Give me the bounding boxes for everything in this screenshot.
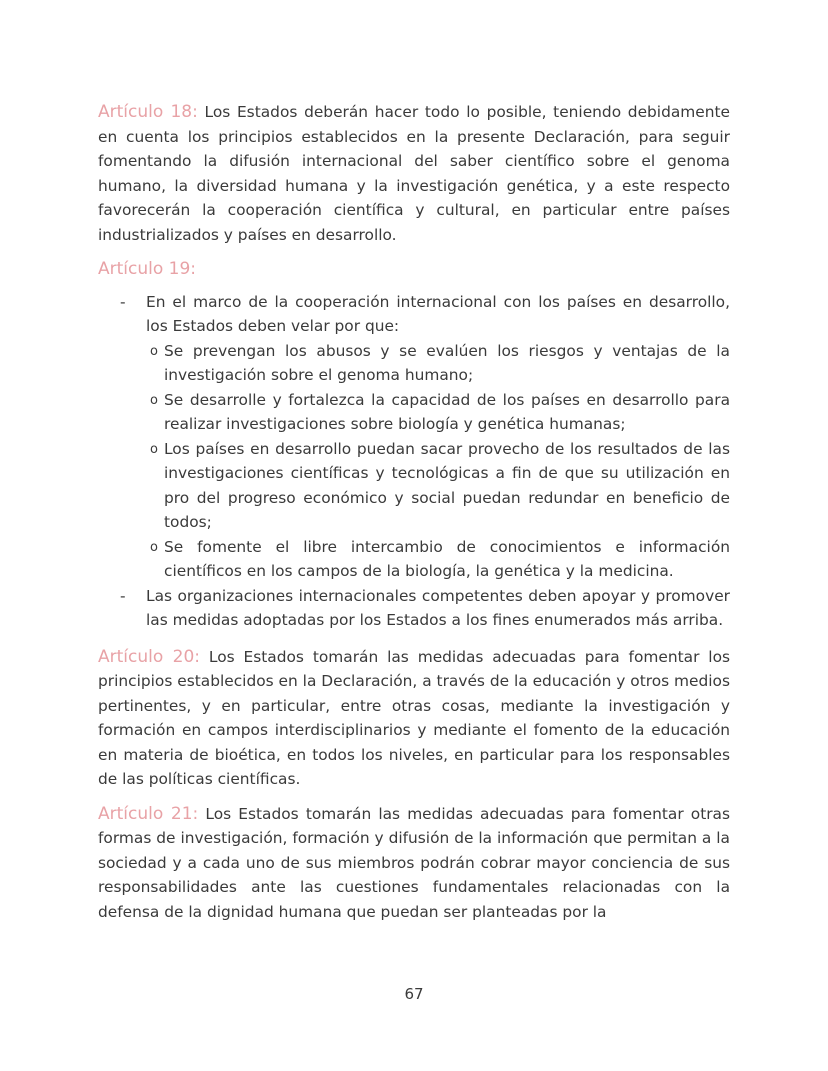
list-item <box>98 584 730 633</box>
article-20 <box>98 645 730 792</box>
article-18-text: Los Estados deberán hacer todo lo posible, teniendo debidamente en cuenta los principios establecidos en la presente Declaración, para seguir fomentando la difusión internacional del saber científico sobre el genoma humano, la diversidad humana y la investigación genética, y a este respecto favorecerán la cooperación científica y cultural, en particular entre países industrializados y países en desarrollo. <box>98 103 731 244</box>
sub-list <box>146 339 730 584</box>
sub-list-item <box>146 535 730 584</box>
article-20-label: Artículo 20: <box>98 646 201 667</box>
sub-list-item-text: Se desarrolle y fortalezca la capacidad de los países en desarrollo para realizar investigaciones sobre biología y genética humanas; <box>164 390 730 433</box>
sub-list-item <box>146 437 730 535</box>
sub-list-item-text: Se prevengan los abusos y se evalúen los riesgos y ventajas de la investigación sobre el genoma humano; <box>164 341 730 384</box>
circle-bullet: o <box>150 392 158 408</box>
article-21-text: Los Estados tomarán las medidas adecuadas para fomentar otras formas de investigación, formación y difusión de la información que permitan a la sociedad y a cada uno de sus miembros podrán cobrar mayor conciencia de sus responsabilidades ante las cuestiones fundamentales relacionadas con la defensa de la dignidad humana que puedan ser planteadas por la <box>98 804 731 921</box>
sub-list-item <box>146 339 730 388</box>
circle-bullet: o <box>150 441 158 457</box>
article-21 <box>98 802 730 925</box>
article-20-text: Los Estados tomarán las medidas adecuadas para fomentar los principios establecidos en la Declaración, a través de la educación y otros medios pertinentes, y en particular, entre otras cosas, mediante la investigación y formación en campos interdisciplinarios y mediante el fomento de la educación en materia de bioética, en todos los niveles, en particular para los responsables de las políticas científicas. <box>98 647 730 788</box>
dash-bullet: - <box>120 292 126 311</box>
sub-list-item <box>146 388 730 437</box>
article-19 <box>98 257 730 633</box>
list-item-text: Las organizaciones internacionales competentes deben apoyar y promover las medidas adoptadas por los Estados a los fines enumerados más arriba. <box>146 586 730 629</box>
sub-list-item-text: Los países en desarrollo puedan sacar provecho de los resultados de las investigaciones científicas y tecnológicas a fin de que su utilización en pro del progreso económico y social puedan redundar en beneficio de todos; <box>164 439 730 531</box>
list-item <box>98 290 730 584</box>
article-21-label: Artículo 21: <box>98 803 199 824</box>
circle-bullet: o <box>150 343 158 359</box>
article-18-label: Artículo 18: <box>98 102 198 122</box>
article-18 <box>98 100 730 247</box>
article-19-label: Artículo 19: <box>98 259 197 279</box>
sub-list-item-text: Se fomente el libre intercambio de conocimientos e información científicos en los campos de la biología, la genética y la medicina. <box>164 537 730 580</box>
article-19-list <box>98 290 730 633</box>
page-number: 67 <box>404 985 424 1003</box>
dash-bullet: - <box>120 586 126 605</box>
list-item-text: En el marco de la cooperación internacional con los países en desarrollo, los Estados deben velar por que: <box>146 292 730 335</box>
document-body <box>98 100 730 934</box>
circle-bullet: o <box>150 539 158 555</box>
